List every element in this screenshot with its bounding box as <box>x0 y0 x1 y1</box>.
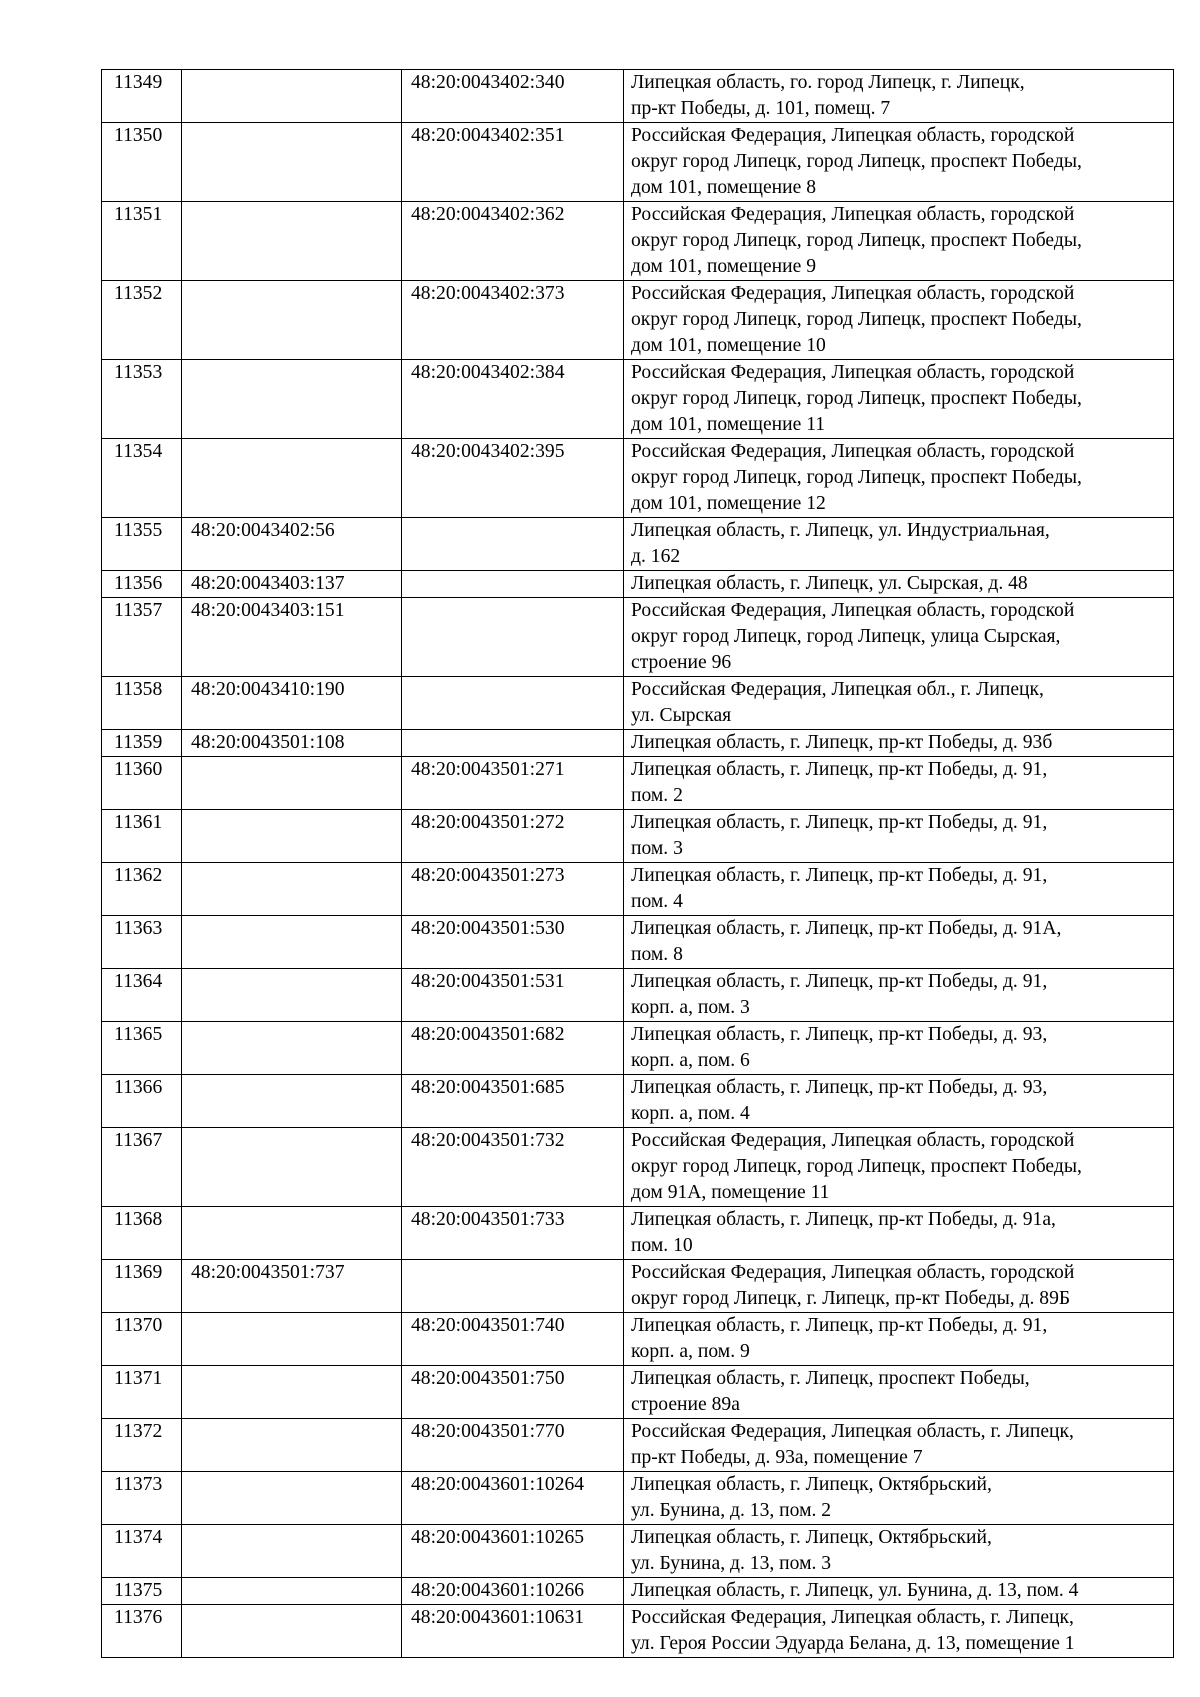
address-cell: Липецкая область, г. Липецк, Октябрьский, ул. Бунина, д. 13, пом. 2 <box>624 1472 1174 1525</box>
address-cell: Российская Федерация, Липецкая область, городской округ город Липецк, город Липецк, проспект Победы, дом 91А, помещение 11 <box>624 1128 1174 1207</box>
cadastral-number-cell: 48:20:0043402:340 <box>402 70 624 123</box>
cadastral-number-cell: 48:20:0043501:740 <box>402 1313 624 1366</box>
cadastral-number-cell: 48:20:0043601:10631 <box>402 1605 624 1658</box>
address-cell: Российская Федерация, Липецкая обл., г. Липецк, ул. Сырская <box>624 677 1174 730</box>
cadastral-number-cell <box>182 1075 402 1128</box>
cadastral-number-cell <box>402 730 624 757</box>
table-row <box>102 1075 1174 1128</box>
row-number-cell: 11367 <box>102 1128 182 1207</box>
table-row <box>102 730 1174 757</box>
cadastral-number-cell <box>182 1578 402 1605</box>
address-cell: Российская Федерация, Липецкая область, городской округ город Липецк, город Липецк, проспект Победы, дом 101, помещение 8 <box>624 123 1174 202</box>
row-number-cell: 11366 <box>102 1075 182 1128</box>
cadastral-number-cell: 48:20:0043402:384 <box>402 360 624 439</box>
address-cell: Липецкая область, г. Липецк, пр-кт Победы, д. 91, корп. а, пом. 9 <box>624 1313 1174 1366</box>
address-cell: Липецкая область, го. город Липецк, г. Липецк, пр-кт Победы, д. 101, помещ. 7 <box>624 70 1174 123</box>
cadastral-number-cell: 48:20:0043402:56 <box>182 518 402 571</box>
row-number-cell: 11368 <box>102 1207 182 1260</box>
cadastral-number-cell: 48:20:0043501:108 <box>182 730 402 757</box>
address-cell: Липецкая область, г. Липецк, пр-кт Победы, д. 91, пом. 2 <box>624 757 1174 810</box>
cadastral-number-cell <box>402 677 624 730</box>
cadastral-number-cell: 48:20:0043501:271 <box>402 757 624 810</box>
cadastral-number-cell: 48:20:0043403:137 <box>182 571 402 598</box>
cadastral-number-cell: 48:20:0043501:732 <box>402 1128 624 1207</box>
row-number-cell: 11375 <box>102 1578 182 1605</box>
table-row <box>102 571 1174 598</box>
cadastral-number-cell <box>182 1605 402 1658</box>
row-number-cell: 11362 <box>102 863 182 916</box>
cadastral-number-cell: 48:20:0043501:530 <box>402 916 624 969</box>
cadastral-number-cell: 48:20:0043410:190 <box>182 677 402 730</box>
cadastral-number-cell: 48:20:0043402:362 <box>402 202 624 281</box>
address-cell: Липецкая область, г. Липецк, ул. Индустриальная, д. 162 <box>624 518 1174 571</box>
cadastral-number-cell: 48:20:0043402:395 <box>402 439 624 518</box>
address-cell: Липецкая область, г. Липецк, ул. Сырская, д. 48 <box>624 571 1174 598</box>
cadastral-number-cell <box>182 1128 402 1207</box>
cadastral-number-cell <box>182 281 402 360</box>
cadastral-number-cell: 48:20:0043501:733 <box>402 1207 624 1260</box>
address-cell: Липецкая область, г. Липецк, ул. Бунина, д. 13, пом. 4 <box>624 1578 1174 1605</box>
row-number-cell: 11361 <box>102 810 182 863</box>
row-number-cell: 11364 <box>102 969 182 1022</box>
table-row <box>102 598 1174 677</box>
cadastral-number-cell: 48:20:0043501:737 <box>182 1260 402 1313</box>
address-cell: Липецкая область, г. Липецк, пр-кт Победы, д. 93, корп. а, пом. 6 <box>624 1022 1174 1075</box>
row-number-cell: 11370 <box>102 1313 182 1366</box>
table-row <box>102 1260 1174 1313</box>
row-number-cell: 11353 <box>102 360 182 439</box>
cadastral-number-cell <box>402 598 624 677</box>
row-number-cell: 11356 <box>102 571 182 598</box>
row-number-cell: 11371 <box>102 1366 182 1419</box>
cadastral-number-cell <box>182 1525 402 1578</box>
row-number-cell: 11374 <box>102 1525 182 1578</box>
table-row <box>102 677 1174 730</box>
row-number-cell: 11355 <box>102 518 182 571</box>
table-row <box>102 1578 1174 1605</box>
cadastral-number-cell: 48:20:0043601:10266 <box>402 1578 624 1605</box>
row-number-cell: 11357 <box>102 598 182 677</box>
table-row <box>102 360 1174 439</box>
cadastral-number-cell <box>182 969 402 1022</box>
cadastral-number-cell <box>182 1022 402 1075</box>
table-row <box>102 1207 1174 1260</box>
address-cell: Липецкая область, г. Липецк, проспект Победы, строение 89а <box>624 1366 1174 1419</box>
property-table-body <box>102 70 1174 1658</box>
cadastral-number-cell <box>402 518 624 571</box>
address-cell: Российская Федерация, Липецкая область, городской округ город Липецк, город Липецк, проспект Победы, дом 101, помещение 9 <box>624 202 1174 281</box>
table-row <box>102 1472 1174 1525</box>
row-number-cell: 11372 <box>102 1419 182 1472</box>
table-row <box>102 439 1174 518</box>
cadastral-number-cell <box>182 70 402 123</box>
table-row <box>102 863 1174 916</box>
table-row <box>102 518 1174 571</box>
address-cell: Липецкая область, г. Липецк, пр-кт Победы, д. 93б <box>624 730 1174 757</box>
row-number-cell: 11352 <box>102 281 182 360</box>
address-cell: Липецкая область, г. Липецк, Октябрьский, ул. Бунина, д. 13, пом. 3 <box>624 1525 1174 1578</box>
table-row <box>102 1313 1174 1366</box>
cadastral-number-cell: 48:20:0043601:10264 <box>402 1472 624 1525</box>
row-number-cell: 11358 <box>102 677 182 730</box>
table-row <box>102 281 1174 360</box>
row-number-cell: 11359 <box>102 730 182 757</box>
row-number-cell: 11369 <box>102 1260 182 1313</box>
cadastral-number-cell <box>402 1260 624 1313</box>
address-cell: Липецкая область, г. Липецк, пр-кт Победы, д. 91, корп. а, пом. 3 <box>624 969 1174 1022</box>
cadastral-number-cell <box>182 1366 402 1419</box>
cadastral-number-cell <box>182 916 402 969</box>
cadastral-number-cell: 48:20:0043501:685 <box>402 1075 624 1128</box>
table-row <box>102 1022 1174 1075</box>
address-cell: Липецкая область, г. Липецк, пр-кт Победы, д. 91А, пом. 8 <box>624 916 1174 969</box>
address-cell: Российская Федерация, Липецкая область, городской округ город Липецк, город Липецк, улица Сырская, строение 96 <box>624 598 1174 677</box>
table-row <box>102 202 1174 281</box>
cadastral-number-cell <box>182 757 402 810</box>
address-cell: Российская Федерация, Липецкая область, городской округ город Липецк, г. Липецк, пр-кт Победы, д. 89Б <box>624 1260 1174 1313</box>
table-row <box>102 1419 1174 1472</box>
row-number-cell: 11376 <box>102 1605 182 1658</box>
row-number-cell: 11351 <box>102 202 182 281</box>
cadastral-number-cell <box>402 571 624 598</box>
cadastral-number-cell: 48:20:0043501:272 <box>402 810 624 863</box>
cadastral-number-cell <box>182 863 402 916</box>
address-cell: Российская Федерация, Липецкая область, г. Липецк, ул. Героя России Эдуарда Белана, д. 13, помещение 1 <box>624 1605 1174 1658</box>
table-row <box>102 757 1174 810</box>
cadastral-number-cell <box>182 1419 402 1472</box>
cadastral-number-cell <box>182 123 402 202</box>
cadastral-number-cell: 48:20:0043501:273 <box>402 863 624 916</box>
table-row <box>102 1605 1174 1658</box>
table-row <box>102 969 1174 1022</box>
cadastral-number-cell: 48:20:0043402:373 <box>402 281 624 360</box>
cadastral-number-cell: 48:20:0043501:682 <box>402 1022 624 1075</box>
row-number-cell: 11363 <box>102 916 182 969</box>
table-row <box>102 123 1174 202</box>
table-row <box>102 916 1174 969</box>
cadastral-number-cell <box>182 360 402 439</box>
address-cell: Российская Федерация, Липецкая область, городской округ город Липецк, город Липецк, проспект Победы, дом 101, помещение 11 <box>624 360 1174 439</box>
address-cell: Российская Федерация, Липецкая область, городской округ город Липецк, город Липецк, проспект Победы, дом 101, помещение 12 <box>624 439 1174 518</box>
cadastral-number-cell <box>182 1472 402 1525</box>
table-row <box>102 810 1174 863</box>
row-number-cell: 11354 <box>102 439 182 518</box>
cadastral-number-cell <box>182 1207 402 1260</box>
table-row <box>102 1366 1174 1419</box>
cadastral-number-cell: 48:20:0043501:770 <box>402 1419 624 1472</box>
cadastral-number-cell: 48:20:0043402:351 <box>402 123 624 202</box>
cadastral-number-cell <box>182 1313 402 1366</box>
row-number-cell: 11349 <box>102 70 182 123</box>
row-number-cell: 11360 <box>102 757 182 810</box>
address-cell: Российская Федерация, Липецкая область, г. Липецк, пр-кт Победы, д. 93а, помещение 7 <box>624 1419 1174 1472</box>
cadastral-number-cell <box>182 202 402 281</box>
address-cell: Липецкая область, г. Липецк, пр-кт Победы, д. 93, корп. а, пом. 4 <box>624 1075 1174 1128</box>
address-cell: Липецкая область, г. Липецк, пр-кт Победы, д. 91, пом. 4 <box>624 863 1174 916</box>
table-row <box>102 70 1174 123</box>
cadastral-number-cell: 48:20:0043601:10265 <box>402 1525 624 1578</box>
row-number-cell: 11365 <box>102 1022 182 1075</box>
row-number-cell: 11373 <box>102 1472 182 1525</box>
row-number-cell: 11350 <box>102 123 182 202</box>
address-cell: Липецкая область, г. Липецк, пр-кт Победы, д. 91, пом. 3 <box>624 810 1174 863</box>
cadastral-number-cell: 48:20:0043501:531 <box>402 969 624 1022</box>
cadastral-number-cell: 48:20:0043403:151 <box>182 598 402 677</box>
cadastral-number-cell <box>182 810 402 863</box>
table-row <box>102 1525 1174 1578</box>
property-table <box>101 69 1174 1658</box>
address-cell: Российская Федерация, Липецкая область, городской округ город Липецк, город Липецк, проспект Победы, дом 101, помещение 10 <box>624 281 1174 360</box>
cadastral-number-cell <box>182 439 402 518</box>
table-row <box>102 1128 1174 1207</box>
address-cell: Липецкая область, г. Липецк, пр-кт Победы, д. 91а, пом. 10 <box>624 1207 1174 1260</box>
cadastral-number-cell: 48:20:0043501:750 <box>402 1366 624 1419</box>
